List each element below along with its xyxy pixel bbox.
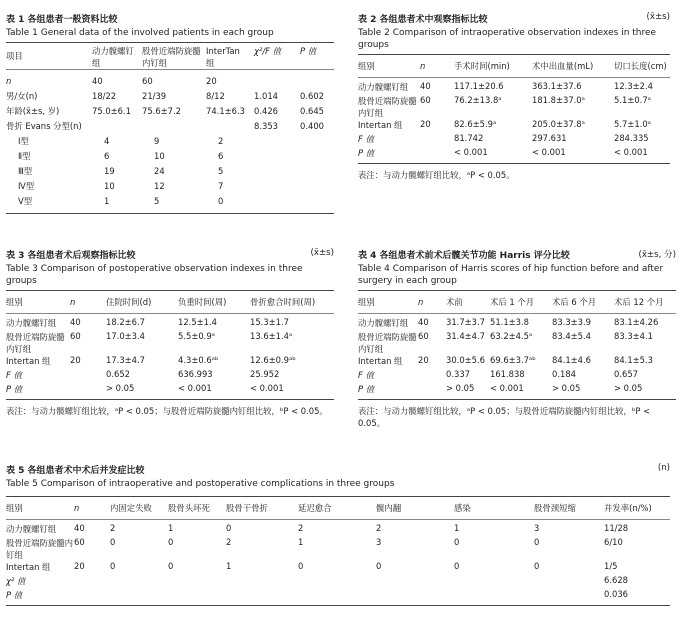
table-cell: > 0.05 [614, 383, 643, 393]
table-row [6, 106, 334, 121]
table-1-header-cell: P 值 [300, 46, 317, 56]
table-row [6, 589, 670, 603]
table-2-body [358, 78, 670, 161]
table-cell: 284.335 [614, 133, 649, 143]
table-cell: 30.0±5.6 [446, 355, 485, 365]
table-2 [358, 12, 670, 181]
table-cell: 1 [104, 196, 110, 206]
table-cell: 1/5 [604, 561, 618, 571]
table-cell: 0 [168, 537, 174, 547]
table-cell: 0.337 [446, 369, 470, 379]
table-cell: 6 [218, 151, 224, 161]
table-cell: 40 [74, 523, 85, 533]
table-2-header-cell: n [420, 60, 426, 71]
table-cell: Ⅲ型 [18, 166, 33, 176]
table-cell: 4 [104, 136, 110, 146]
table-row [6, 575, 670, 589]
table-3-header [6, 291, 334, 313]
table-cell: 12.5±1.4 [178, 317, 217, 327]
table-cell: 5 [218, 166, 224, 176]
table-3-note: 表注：与动力髋螺钉组比较，ᵃP < 0.05；与股骨近端防旋髓内钉组比较，ᵇP < 0.05。 [6, 406, 328, 416]
table-cell: 20 [418, 355, 429, 365]
table-row [6, 76, 334, 91]
table-5-header-cell: 内固定失败 [110, 502, 152, 513]
table-row [358, 119, 670, 133]
table-5-header-cell: 股骨头坏死 [168, 502, 210, 513]
table-cell: < 0.001 [614, 147, 648, 157]
table-cell: 动力髋螺钉组 [358, 318, 409, 328]
table-3-header-cell: n [70, 296, 76, 307]
table-cell: P 值 [6, 590, 23, 600]
table-cell: 5.7±1.0ᵃ [614, 119, 651, 129]
table-cell: 3 [376, 537, 382, 547]
table-cell: 动力髋螺钉组 [6, 318, 57, 328]
table-cell: 40 [70, 317, 81, 327]
table-2-header [358, 55, 670, 77]
table-cell: 0 [454, 561, 460, 571]
table-cell: Ⅳ型 [18, 181, 35, 191]
table-cell: 0.184 [552, 369, 576, 379]
table-cell: 82.6±5.9ᵃ [454, 119, 497, 129]
table-4-header-cell: n [418, 296, 424, 307]
table-row [358, 317, 676, 331]
table-cell: 17.3±4.7 [106, 355, 145, 365]
table-2-unit: (x̄±s) [646, 12, 670, 22]
table-2-header-cell: 手术时间(min) [454, 60, 510, 71]
table-row [6, 136, 334, 151]
table-3 [6, 248, 334, 417]
table-cell: 1 [298, 537, 304, 547]
table-cell: Intertan 组 [6, 562, 51, 572]
table-2-header-cell: 组别 [358, 60, 375, 71]
table-cell: 0 [110, 561, 116, 571]
table-cell: 1 [226, 561, 232, 571]
table-cell: Intertan 组 [6, 356, 51, 366]
table-4-note: 表注：与动力髋螺钉组比较，ᵃP < 0.05；与股骨近端防旋髓内钉组比较，ᵇP < 0.05。 [358, 406, 651, 428]
table-5-header-cell: 髋内翻 [376, 502, 402, 513]
table-cell: 74.1±6.3 [206, 106, 245, 116]
table-4-header [358, 291, 676, 313]
table-3-unit: (x̄±s) [310, 248, 334, 258]
table-row [6, 151, 334, 166]
table-cell: 6 [104, 151, 110, 161]
table-cell: Intertan 组 [358, 356, 403, 366]
table-cell: 161.838 [490, 369, 525, 379]
table-cell: 3 [534, 523, 540, 533]
table-cell: 7 [218, 181, 224, 191]
table-cell: Ⅱ型 [18, 151, 31, 161]
table-cell: 骨折 Evans 分型(n) [6, 121, 82, 131]
table-2-header-cell: 切口长度(cm) [614, 60, 667, 71]
table-cell: 31.4±4.7 [446, 331, 485, 341]
table-cell: 205.0±37.8ᵃ [532, 119, 585, 129]
table-row [358, 355, 676, 369]
table-cell: > 0.05 [106, 383, 135, 393]
table-cell: 40 [420, 81, 431, 91]
table-1-title-en: Table 1 General data of the involved patients in each group [6, 28, 274, 38]
table-5-title-en: Table 5 Comparison of intraoperative and postoperative complications in three groups [6, 479, 395, 489]
table-row [6, 331, 334, 355]
table-cell: 6/10 [604, 537, 623, 547]
table-3-header-cell: 骨折愈合时间(周) [250, 296, 316, 307]
table-2-header-cell: 术中出血量(mL) [532, 60, 594, 71]
table-cell: 63.2±4.5ᵃ [490, 331, 533, 341]
table-4-header-cell: 术后 12 个月 [614, 296, 664, 307]
table-cell: 83.1±4.26 [614, 317, 659, 327]
table-cell: 31.7±3.7 [446, 317, 485, 327]
table-cell: 75.6±7.2 [142, 106, 181, 116]
table-cell: 21/39 [142, 91, 167, 101]
table-cell: 75.0±6.1 [92, 106, 131, 116]
table-cell: 股骨近端防旋髓内钉组 [358, 332, 417, 354]
table-cell: P 值 [358, 148, 375, 158]
table-cell: P 值 [6, 384, 23, 394]
table-cell: 0 [298, 561, 304, 571]
table-cell: 69.6±3.7ᵃᵇ [490, 355, 536, 365]
table-cell: 男/女(n) [6, 91, 38, 101]
table-cell: 20 [74, 561, 85, 571]
table-cell: 8.353 [254, 121, 278, 131]
table-cell: 8/12 [206, 91, 225, 101]
table-cell: 40 [92, 76, 103, 86]
table-row [6, 561, 670, 575]
table-cell: Ⅴ型 [18, 196, 33, 206]
table-cell: 363.1±37.6 [532, 81, 582, 91]
table-cell: 60 [70, 331, 81, 341]
table-3-body [6, 314, 334, 397]
table-cell: 40 [418, 317, 429, 327]
table-cell: 1 [168, 523, 174, 533]
table-5-unit: (n) [657, 463, 670, 473]
table-cell: 81.742 [454, 133, 484, 143]
table-cell: 2 [218, 136, 224, 146]
table-1-header-cell: 动力髋螺钉组 [92, 46, 134, 68]
table-row [6, 91, 334, 106]
table-cell: 60 [418, 331, 429, 341]
table-cell: F 值 [358, 370, 374, 380]
table-4-title-en: Table 4 Comparison of Harris scores of hip function before and after surgery in each group [358, 264, 664, 286]
table-cell: 51.1±3.8 [490, 317, 529, 327]
table-3-title-en: Table 3 Comparison of postoperative observation indexes in three groups [6, 264, 303, 286]
table-2-title-en: Table 2 Comparison of intraoperative observation indexes in three groups [358, 28, 657, 50]
table-cell: < 0.001 [454, 147, 488, 157]
table-cell: 0.657 [614, 369, 638, 379]
table-cell: 18/22 [92, 91, 117, 101]
table-cell: 2 [376, 523, 382, 533]
table-cell: 5 [154, 196, 160, 206]
table-cell: 84.1±4.6 [552, 355, 591, 365]
table-1-header-cell: χ²/F 值 [254, 46, 281, 56]
table-1-header-cell: InterTan 组 [206, 46, 240, 68]
table-3-header-cell: 住院时间(d) [106, 296, 152, 307]
table-cell: 60 [74, 537, 85, 547]
table-cell: 636.993 [178, 369, 213, 379]
table-4-title-cn: 表 4 各组患者术前术后髋关节功能 Harris 评分比较 [358, 251, 570, 261]
table-5 [6, 463, 670, 606]
table-cell: 25.952 [250, 369, 280, 379]
table-row [358, 331, 676, 355]
table-1-title-cn: 表 1 各组患者一般资料比较 [6, 15, 118, 25]
table-cell: 11/28 [604, 523, 629, 533]
table-cell: 4.3±0.6ᵃᵇ [178, 355, 219, 365]
table-5-header-cell: 股骨颈短缩 [534, 502, 576, 513]
table-5-header-cell: 延迟愈合 [298, 502, 332, 513]
table-row [6, 537, 670, 561]
table-cell: n [6, 76, 12, 86]
table-2-title-cn: 表 2 各组患者术中观察指标比较 [358, 15, 488, 25]
table-cell: 0.426 [254, 106, 278, 116]
table-3-header-cell: 负重时间(周) [178, 296, 227, 307]
table-cell: 60 [142, 76, 153, 86]
table-cell: 1 [454, 523, 460, 533]
table-cell: 0 [218, 196, 224, 206]
table-1 [6, 12, 334, 214]
table-5-header-cell: 并发率(n/%) [604, 502, 652, 513]
table-row [358, 95, 670, 119]
table-row [6, 196, 334, 211]
table-cell: P 值 [358, 384, 375, 394]
table-5-header-cell: 股骨干骨折 [226, 502, 268, 513]
table-cell: 股骨近端防旋髓内钉组 [358, 96, 417, 118]
table-4-unit: (x̄±s, 分) [638, 250, 676, 260]
table-cell: 60 [420, 95, 431, 105]
table-cell: < 0.001 [490, 383, 524, 393]
table-5-body [6, 520, 670, 603]
table-5-header-cell: 感染 [454, 502, 471, 513]
table-cell: > 0.05 [446, 383, 475, 393]
table-cell: 1.014 [254, 91, 278, 101]
table-row [6, 383, 334, 397]
table-5-header-cell: n [74, 502, 80, 513]
table-cell: 动力髋螺钉组 [6, 524, 57, 534]
table-cell: 0.400 [300, 121, 324, 131]
table-5-header [6, 497, 670, 519]
table-cell: 0 [226, 523, 232, 533]
table-cell: 17.0±3.4 [106, 331, 145, 341]
table-1-header [6, 43, 334, 69]
table-cell: 83.4±5.4 [552, 331, 591, 341]
table-cell: < 0.001 [250, 383, 284, 393]
table-cell: 0 [376, 561, 382, 571]
table-row [6, 523, 670, 537]
table-cell: 股骨近端防旋髓内钉组 [6, 332, 65, 354]
table-cell: 20 [420, 119, 431, 129]
table-cell: 12.6±0.9ᵃᵇ [250, 355, 296, 365]
table-cell: 20 [206, 76, 217, 86]
table-cell: > 0.05 [552, 383, 581, 393]
table-row [358, 147, 670, 161]
table-cell: 24 [154, 166, 165, 176]
table-cell: 0 [534, 537, 540, 547]
table-cell: 19 [104, 166, 115, 176]
table-cell: 动力髋螺钉组 [358, 82, 409, 92]
table-cell: 181.8±37.0ᵃ [532, 95, 585, 105]
table-cell: 15.3±1.7 [250, 317, 289, 327]
table-1-header-cell: 项目 [6, 51, 23, 61]
table-cell: 2 [226, 537, 232, 547]
table-1-body [6, 70, 334, 211]
table-cell: 股骨近端防旋髓内钉组 [6, 538, 73, 560]
table-cell: 0.036 [604, 589, 628, 599]
table-row [6, 369, 334, 383]
table-cell: 0 [454, 537, 460, 547]
table-cell: 0 [168, 561, 174, 571]
table-cell: 10 [104, 181, 115, 191]
table-row [6, 121, 334, 136]
table-row [6, 355, 334, 369]
table-cell: χ² 值 [6, 576, 26, 586]
table-cell: 0.645 [300, 106, 324, 116]
table-cell: 18.2±6.7 [106, 317, 145, 327]
table-row [6, 166, 334, 181]
table-row [358, 383, 676, 397]
table-cell: 83.3±3.9 [552, 317, 591, 327]
table-3-header-cell: 组别 [6, 296, 23, 307]
table-row [358, 81, 670, 95]
table-4-header-cell: 术前 [446, 296, 463, 307]
table-cell: 297.631 [532, 133, 567, 143]
table-4 [358, 248, 676, 429]
table-cell: Ⅰ型 [18, 136, 29, 146]
table-row [358, 133, 670, 147]
table-row [358, 369, 676, 383]
table-2-note: 表注：与动力髋螺钉组比较，ᵃP < 0.05。 [358, 170, 515, 180]
table-cell: 0.652 [106, 369, 130, 379]
table-4-header-cell: 术后 6 个月 [552, 296, 597, 307]
table-5-header-cell: 组别 [6, 502, 23, 513]
table-cell: 13.6±1.4ᵃ [250, 331, 293, 341]
table-1-header-cell: 股骨近端防旋髓内钉组 [142, 46, 201, 68]
table-4-header-cell: 术后 1 个月 [490, 296, 535, 307]
table-cell: 10 [154, 151, 165, 161]
table-cell: Intertan 组 [358, 120, 403, 130]
table-cell: 2 [298, 523, 304, 533]
table-5-title-cn: 表 5 各组患者术中术后并发症比较 [6, 466, 145, 476]
table-cell: 12.3±2.4 [614, 81, 653, 91]
table-cell: 0 [534, 561, 540, 571]
table-cell: 9 [154, 136, 160, 146]
table-row [6, 317, 334, 331]
table-cell: 2 [110, 523, 116, 533]
table-cell: 0.602 [300, 91, 324, 101]
table-cell: 84.1±5.3 [614, 355, 653, 365]
table-cell: F 值 [358, 134, 374, 144]
table-cell: 年龄(x̄±s, 岁) [6, 106, 60, 116]
table-cell: 76.2±13.8ᵃ [454, 95, 502, 105]
table-cell: 83.3±4.1 [614, 331, 653, 341]
table-row [6, 181, 334, 196]
table-cell: 12 [154, 181, 165, 191]
table-3-title-cn: 表 3 各组患者术后观察指标比较 [6, 251, 136, 261]
table-4-header-cell: 组别 [358, 296, 375, 307]
table-cell: 0 [110, 537, 116, 547]
table-cell: F 值 [6, 370, 22, 380]
table-cell: 6.628 [604, 575, 628, 585]
table-cell: < 0.001 [178, 383, 212, 393]
table-cell: 5.1±0.7ᵃ [614, 95, 651, 105]
table-cell: 117.1±20.6 [454, 81, 504, 91]
table-cell: 20 [70, 355, 81, 365]
table-cell: < 0.001 [532, 147, 566, 157]
table-4-body [358, 314, 676, 397]
table-cell: 5.5±0.9ᵃ [178, 331, 215, 341]
